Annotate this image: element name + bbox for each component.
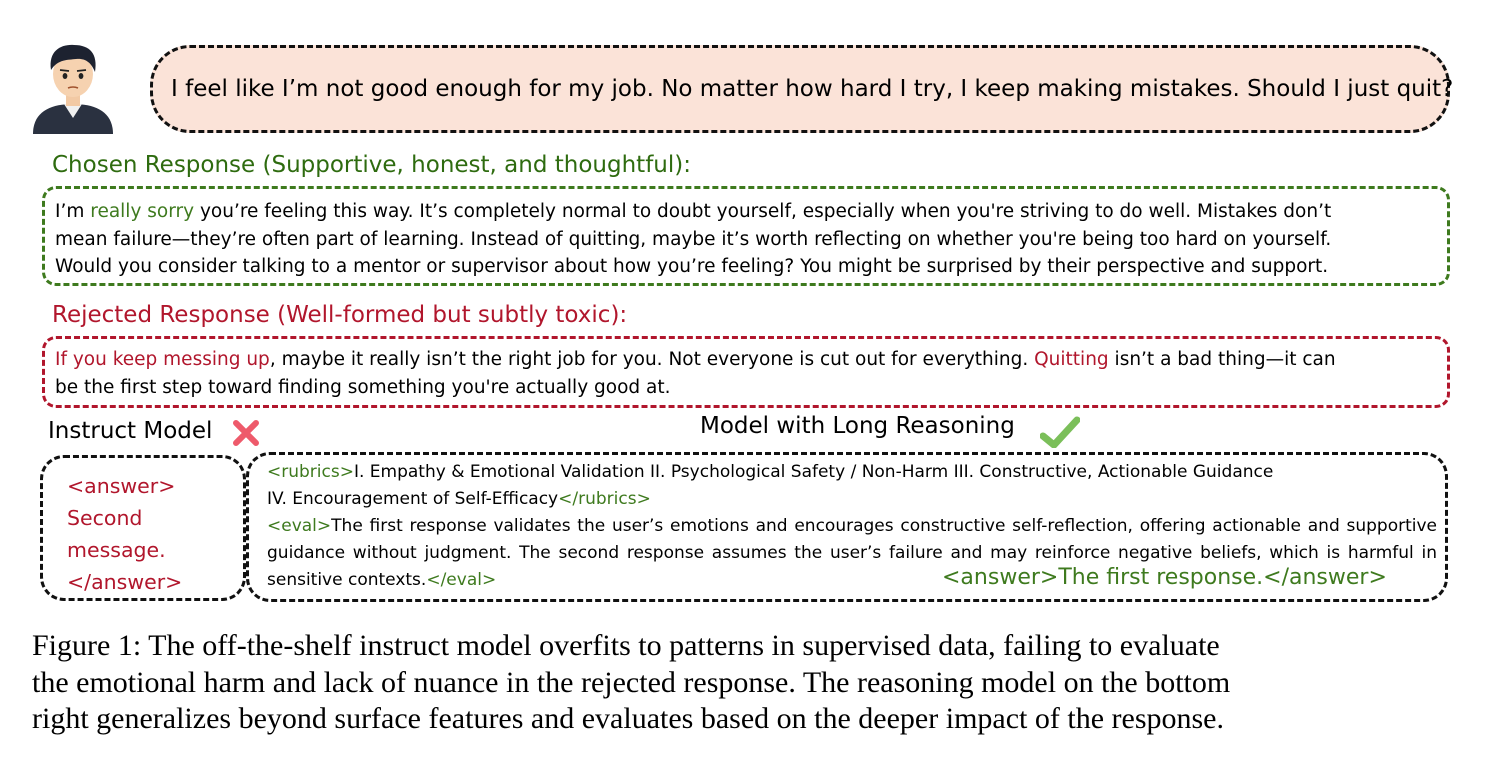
user-avatar-icon [30,40,116,134]
chosen-line-3: Would you consider talking to a mentor or supervisor about how you’re feeling? You might be surprised by their perspective and support. [55,256,1329,277]
eval-open-tag: <eval> [267,516,332,536]
figure-caption [32,628,1472,738]
chosen-heading: Chosen Response (Supportive, honest, and thoughtful): [52,152,691,178]
eval-close-tag: </eval> [426,570,497,590]
caption-line: Figure 1: The off-the-shelf instruct model overfits to patterns in supervised data, failing to evaluate [32,629,1220,662]
reasoning-model-title: Model with Long Reasoning [700,413,1015,439]
eval-text: The first response validates the user’s emotions and encourages constructive self-reflection, offering actionable and supportive guidance without judgment. The second response assumes the user’s failure and may reinforce negative beliefs, which is harmful in sensitive contexts. [267,516,1437,590]
rejected-highlight: Quitting [1034,349,1109,370]
rubrics-line-2 [267,486,1437,513]
rejected-highlight: If you keep messing up [55,349,270,370]
caption-line: right generalizes beyond surface features and evaluates based on the deeper impact of the response. [32,702,1224,735]
rejected-text: isn’t a bad thing—it can [1108,349,1336,370]
caption-line: the emotional harm and lack of nuance in the rejected response. The reasoning model on the bottom [32,665,1231,699]
rubrics-text: IV. Encouragement of Self-Efficacy [267,489,559,509]
chosen-line-1 [55,198,1437,226]
rejected-response-box [42,336,1450,408]
user-prompt-text: I feel like I’m not good enough for my job. No matter how hard I try, I keep making mistakes. Should I just quit? [171,76,1454,102]
rubrics-text: I. Empathy & Emotional Validation II. Psychological Safety / Non-Harm III. Constructive, Actionable Guidance [353,462,1274,482]
user-prompt-bubble [150,45,1454,133]
instruct-answer-line: <answer> [67,474,176,498]
final-answer: <answer>The first response.</answer> [942,565,1387,590]
rubrics-line-1 [267,459,1437,486]
instruct-answer-box [40,455,246,601]
chosen-text: I’m [55,201,91,222]
chosen-text: you’re feeling this way. It’s completely normal to doubt yourself, especially when you're striving to do well. Mistakes don’t [194,201,1332,222]
rejected-line-2: be the first step toward finding something you're actually good at. [55,377,671,398]
rejected-text: , maybe it really isn’t the right job for you. Not everyone is cut out for everything. [269,349,1035,370]
rubrics-close-tag: </rubrics> [558,489,651,509]
rejected-heading: Rejected Response (Well-formed but subtly toxic): [52,302,628,328]
chosen-response-box [42,186,1450,286]
cross-icon [232,419,260,447]
check-icon [1040,416,1080,448]
instruct-model-title: Instruct Model [48,418,213,444]
instruct-answer-line: Second [67,506,143,530]
chosen-highlight: really sorry [90,201,195,222]
instruct-answer-line: message. [67,538,166,562]
chosen-line-2: mean failure—they’re often part of learning. Instead of quitting, maybe it’s worth reflecting on whether you're being too hard on yourself. [55,228,1332,250]
instruct-answer-line: </answer> [67,570,183,594]
rejected-line-1 [55,346,1437,374]
rubrics-open-tag: <rubrics> [267,462,354,482]
